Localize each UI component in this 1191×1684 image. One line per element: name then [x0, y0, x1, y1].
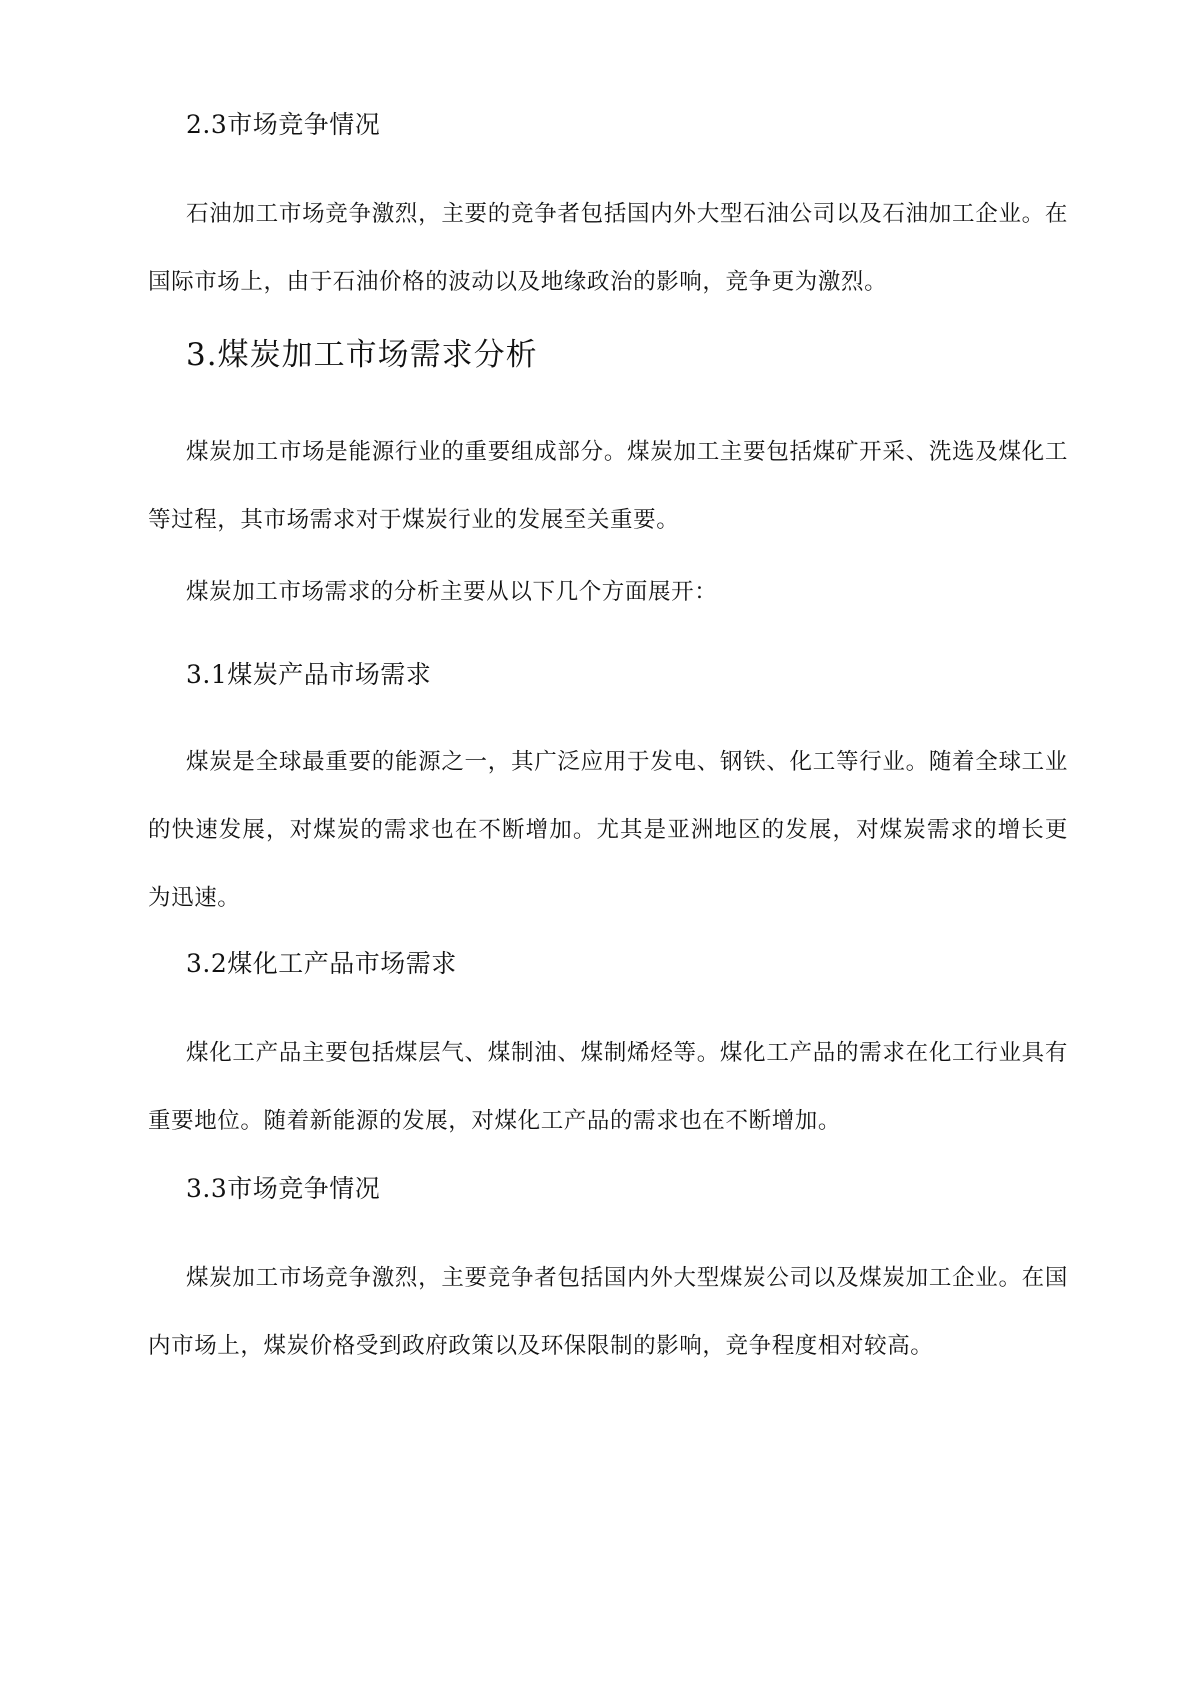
- paragraph-coal-intro: 煤炭加工市场是能源行业的重要组成部分。煤炭加工主要包括煤矿开采、洗选及煤化工等过程，其市场需求对于煤炭行业的发展至关重要。: [148, 439, 1068, 533]
- paragraph-coal-competition: 煤炭加工市场竞争激烈，主要竞争者包括国内外大型煤炭公司以及煤炭加工企业。在国内市场上，煤炭价格受到政府政策以及环保限制的影响，竞争程度相对较高。: [148, 1265, 1068, 1359]
- section-heading-2-3: 2.3市场竞争情况: [186, 110, 381, 139]
- section-heading-3-2: 3.2煤化工产品市场需求: [186, 949, 457, 978]
- paragraph-coal-chemical: 煤化工产品主要包括煤层气、煤制油、煤制烯烃等。煤化工产品的需求在化工行业具有重要地位。随着新能源的发展，对煤化工产品的需求也在不断增加。: [148, 1040, 1068, 1134]
- paragraph-coal-aspects: 煤炭加工市场需求的分析主要从以下几个方面展开：: [186, 579, 718, 605]
- chapter-heading-3: 3.煤炭加工市场需求分析: [186, 337, 538, 373]
- paragraph-coal-products: 煤炭是全球最重要的能源之一，其广泛应用于发电、钢铁、化工等行业。随着全球工业的快速发展，对煤炭的需求也在不断增加。尤其是亚洲地区的发展，对煤炭需求的增长更为迅速。: [148, 749, 1068, 911]
- section-heading-3-1: 3.1煤炭产品市场需求: [186, 660, 432, 689]
- section-heading-3-3: 3.3市场竞争情况: [186, 1174, 381, 1203]
- paragraph-oil-competition: 石油加工市场竞争激烈，主要的竞争者包括国内外大型石油公司以及石油加工企业。在国际市场上，由于石油价格的波动以及地缘政治的影响，竞争更为激烈。: [148, 201, 1068, 295]
